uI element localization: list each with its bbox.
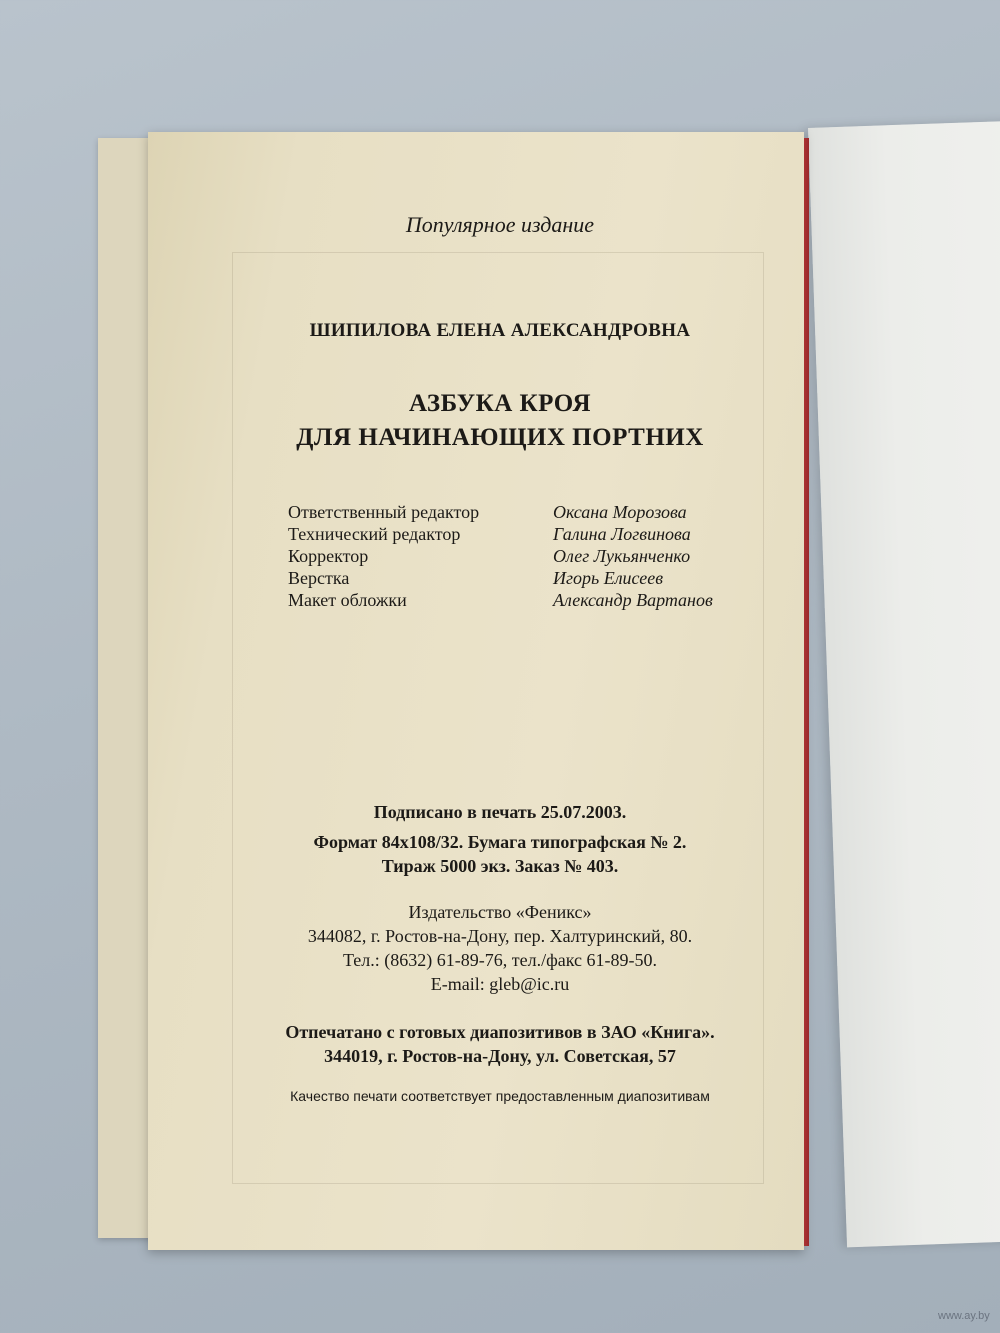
publisher-email: E-mail: gleb@ic.ru [430, 974, 570, 994]
publisher-phone: Тел.: (8632) 61-89-76, тел./факс 61-89-50. [342, 950, 658, 970]
credit-name: Игорь Елисеев [553, 568, 664, 588]
credit-role: Верстка [288, 568, 350, 588]
author-name: ШИПИЛОВА ЕЛЕНА АЛЕКСАНДРОВНА [309, 320, 691, 341]
credit-name: Олег Лукьянченко [553, 546, 691, 566]
quality-note: Качество печати соответствует предоставленным диапозитивам [290, 1088, 710, 1104]
credits-list [288, 502, 768, 612]
printer-name: Отпечатано с готовых диапозитивов в ЗАО «Книга». [285, 1022, 715, 1042]
credit-name: Оксана Морозова [553, 502, 687, 522]
print-format: Формат 84x108/32. Бумага типографская № 2. [313, 832, 687, 852]
credit-row [288, 502, 768, 524]
credit-row [288, 524, 768, 546]
credit-row [288, 590, 768, 612]
watermark: www.ay.by [938, 1310, 990, 1322]
credit-role: Ответственный редактор [288, 502, 480, 522]
credit-row [288, 568, 768, 590]
credit-row [288, 546, 768, 568]
publisher-name: Издательство «Феникс» [408, 902, 592, 922]
print-date: Подписано в печать 25.07.2003. [373, 802, 627, 822]
print-run: Тираж 5000 экз. Заказ № 403. [381, 856, 619, 876]
publisher-address: 344082, г. Ростов-на-Дону, пер. Халтуринский, 80. [307, 926, 693, 946]
printer-address: 344019, г. Ростов-на-Дону, ул. Советская, 57 [324, 1046, 676, 1066]
credit-role: Корректор [288, 546, 369, 566]
credit-name: Галина Логвинова [553, 524, 691, 544]
book-title-line-1: АЗБУКА КРОЯ [408, 390, 592, 417]
book-title-line-2: ДЛЯ НАЧИНАЮЩИХ ПОРТНИХ [296, 424, 704, 451]
credit-role: Макет обложки [288, 590, 407, 610]
credit-role: Технический редактор [288, 524, 461, 544]
right-facing-page [808, 119, 1000, 1247]
credit-name: Александр Вартанов [553, 590, 713, 610]
series-label: Популярное издание [405, 212, 595, 237]
